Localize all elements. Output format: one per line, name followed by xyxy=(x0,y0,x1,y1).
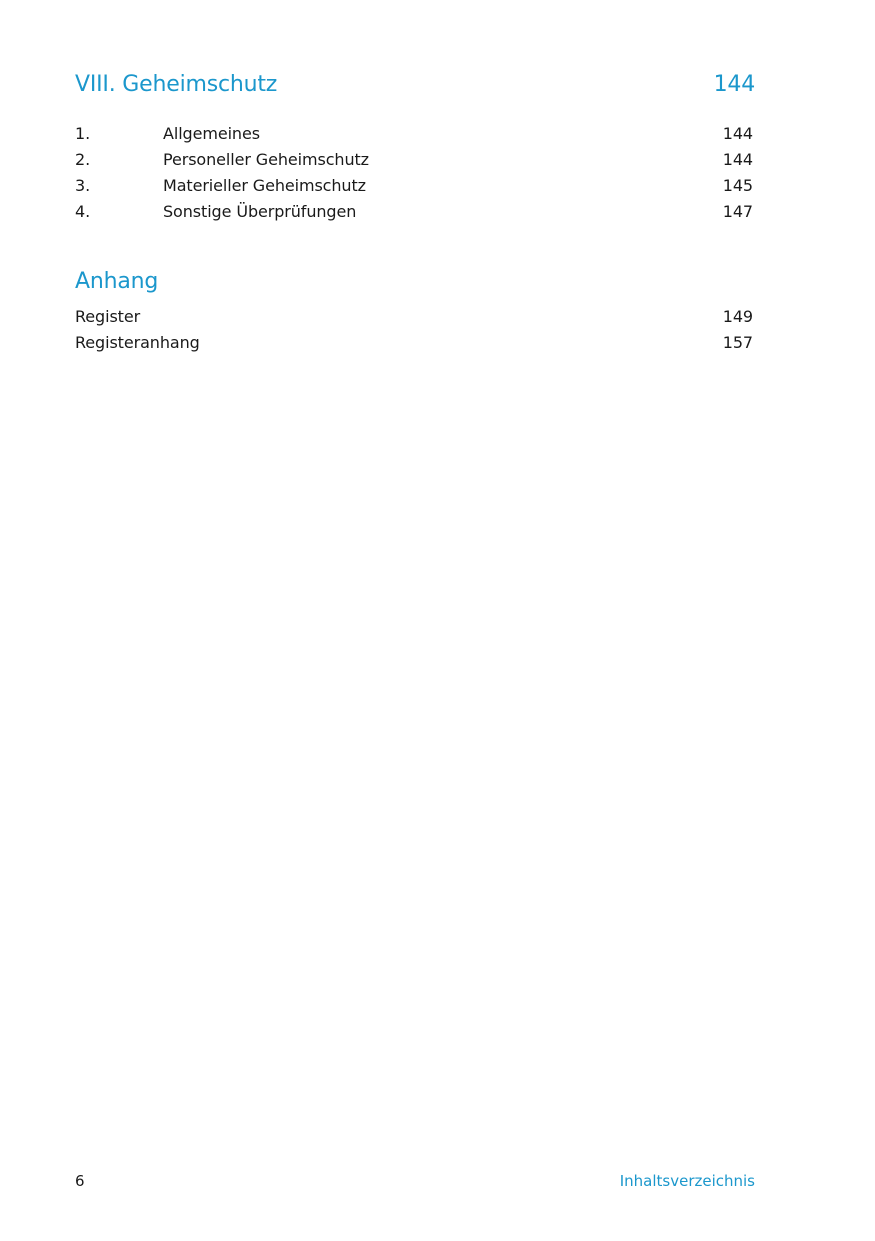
toc-entry-label: Sonstige Überprüfungen xyxy=(163,202,357,221)
toc-entry-label: Personeller Geheimschutz xyxy=(163,150,369,169)
toc-entry[interactable] xyxy=(75,150,753,176)
toc-entry[interactable] xyxy=(75,124,753,150)
annex-entry[interactable] xyxy=(75,333,753,359)
footer-page-number: 6 xyxy=(75,1172,85,1190)
toc-entry[interactable] xyxy=(75,176,753,202)
section-page-number: 144 xyxy=(713,72,755,97)
toc-entry-number: 3. xyxy=(75,176,91,195)
section-heading-viii xyxy=(75,72,755,97)
toc-entry-page: 147 xyxy=(722,202,753,221)
page-footer xyxy=(75,1172,755,1190)
annex-title: Anhang xyxy=(75,269,159,294)
toc-entry-page: 145 xyxy=(722,176,753,195)
toc-entry-label: Allgemeines xyxy=(163,124,260,143)
annex-entry-page: 157 xyxy=(722,333,753,352)
toc-entry-number: 4. xyxy=(75,202,91,221)
toc-entry-number: 2. xyxy=(75,150,91,169)
annex-entry-label: Registeranhang xyxy=(75,333,200,352)
toc-page xyxy=(75,0,755,1241)
annex-entry-label: Register xyxy=(75,307,141,326)
annex-entry[interactable] xyxy=(75,307,753,333)
toc-entry-page: 144 xyxy=(722,150,753,169)
section-title: VIII. Geheimschutz xyxy=(75,72,278,97)
toc-entry-page: 144 xyxy=(722,124,753,143)
toc-entry[interactable] xyxy=(75,202,753,228)
toc-entry-label: Materieller Geheimschutz xyxy=(163,176,366,195)
annex-entry-page: 149 xyxy=(722,307,753,326)
section-heading-annex xyxy=(75,269,755,294)
toc-entry-number: 1. xyxy=(75,124,91,143)
footer-title: Inhaltsverzeichnis xyxy=(619,1172,755,1190)
